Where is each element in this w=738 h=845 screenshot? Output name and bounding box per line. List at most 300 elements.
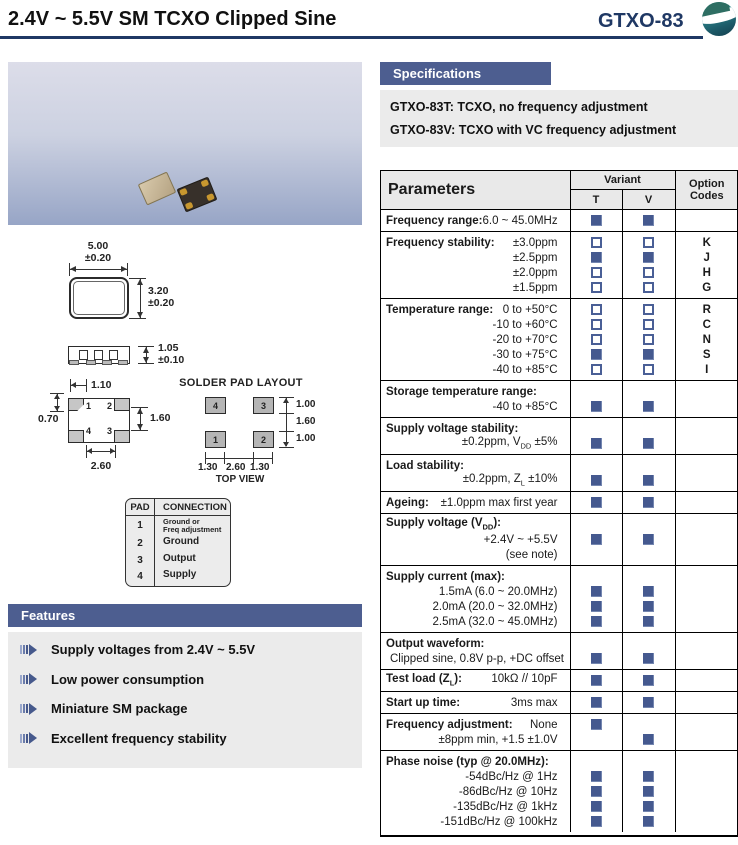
supply-current-option-code [675, 614, 738, 633]
frequency-adjustment-variant-v-cell [622, 732, 675, 751]
filled-marker-icon [643, 601, 654, 612]
supply-voltage-stability-option-code [675, 436, 738, 455]
supply-voltage-label: Supply voltage $(V_{DD})$: [386, 517, 502, 532]
supply-voltage-stability-value: ±0.2ppm, $V_{DD} \pm 5\%$ [461, 436, 558, 451]
feature-item [20, 672, 204, 687]
frequency-adjustment-label: Frequency adjustment: [386, 718, 513, 731]
supply-voltage-variant-v-cell [622, 532, 675, 547]
supply-voltage-stability-label: Supply voltage stability: [386, 422, 519, 435]
striped-arrow-icon [20, 703, 37, 715]
frequency-adjustment-text [380, 714, 570, 733]
output-waveform-variant-t-cell [570, 651, 622, 670]
frequency-stability-text [380, 232, 570, 251]
storage-temperature-range-variant-t-cell [570, 381, 622, 400]
filled-marker-icon [643, 616, 654, 627]
frequency-range-variant-v-cell [622, 210, 675, 232]
pad-connection: Supply [163, 569, 197, 580]
test-load-option-code [675, 670, 738, 692]
open-marker-icon [643, 267, 654, 278]
output-waveform-value: Clipped sine, 0.8V p-p, +DC offset [390, 652, 564, 665]
frequency-range-text [380, 210, 570, 232]
output-waveform-label: Output waveform: [386, 637, 485, 650]
temperature-range-text [380, 347, 570, 362]
supply-voltage-stability-option-code [675, 418, 738, 437]
open-marker-icon [591, 282, 602, 293]
frequency-stability-value: ±3.0ppm [512, 236, 558, 249]
frequency-stability-option-code: J [675, 250, 738, 265]
frequency-adjustment-variant-v-cell [622, 714, 675, 733]
pad-number: 3 [126, 553, 155, 570]
load-stability-variant-t-cell [570, 455, 622, 474]
output-waveform-variant-v-cell [622, 633, 675, 652]
load-stability-option-code [675, 455, 738, 474]
temperature-range-variant-v-cell [622, 362, 675, 381]
supply-voltage-stability-variant-t-cell [570, 418, 622, 437]
feature-item [20, 731, 227, 746]
output-waveform-variant-t-cell [570, 633, 622, 652]
load-stability-value: ±0.2ppm, $Z_L \pm 10\%$ [462, 473, 558, 488]
phase-noise-variant-t-cell [570, 799, 622, 814]
frequency-stability-variant-t-cell [570, 232, 622, 251]
pad-table-header: PAD CONNECTION [126, 499, 230, 516]
supply-current-text [380, 584, 570, 599]
pad-connection: Ground or Freq adjustment [163, 517, 222, 534]
start-up-time-variant-v-cell [622, 692, 675, 714]
phase-noise-variant-v-cell [622, 769, 675, 784]
storage-temperature-range-text [380, 399, 570, 418]
supply-current-text [380, 614, 570, 633]
supply-voltage-stability-text [380, 436, 570, 455]
frequency-stability-variant-t-cell [570, 250, 622, 265]
temperature-range-variant-v-cell [622, 317, 675, 332]
phase-noise-value: -86dBc/Hz @ 10Hz [458, 785, 558, 798]
filled-marker-icon [643, 586, 654, 597]
test-load-variant-v-cell [622, 670, 675, 692]
dim-spad-width-right: 1.30 [250, 462, 270, 473]
dim-spad-bottom-height: 1.00 [296, 433, 316, 444]
package-bottom-view-photo [177, 177, 218, 213]
package-outline-side-view [68, 346, 130, 364]
frequency-adjustment-variant-t-cell [570, 714, 622, 733]
storage-temperature-range-value: -40 to +85°C [492, 400, 558, 413]
filled-marker-icon [591, 675, 602, 686]
phase-noise-variant-t-cell [570, 769, 622, 784]
pad-connection: Output [163, 552, 196, 564]
phase-noise-value: -54dBc/Hz @ 1Hz [465, 770, 558, 783]
temperature-range-variant-t-cell [570, 332, 622, 347]
load-stability-label: Load stability: [386, 459, 464, 472]
feature-item [20, 642, 255, 657]
solder-pad-1: 1 [205, 431, 226, 448]
filled-marker-icon [643, 816, 654, 827]
filled-marker-icon [591, 653, 602, 664]
phase-noise-variant-t-cell [570, 784, 622, 799]
open-marker-icon [591, 319, 602, 330]
feature-text: Supply voltages from 2.4V ~ 5.5V [51, 642, 256, 657]
frequency-stability-value: ±2.5ppm [512, 251, 558, 264]
supply-voltage-option-code [675, 514, 738, 533]
frequency-stability-text [380, 265, 570, 280]
open-marker-icon [591, 364, 602, 375]
test-load-text [380, 670, 570, 692]
package-outline-top-view [69, 277, 129, 319]
pad-number: 2 [126, 536, 155, 553]
pad-connection-table [125, 498, 231, 587]
feature-text: Excellent frequency stability [51, 730, 227, 746]
frequency-stability-text [380, 250, 570, 265]
phase-noise-variant-t-cell [570, 751, 622, 770]
pad-table-row [126, 536, 230, 553]
mechanical-drawings [0, 230, 378, 604]
output-waveform-text [380, 651, 570, 670]
dim-spad-top-height: 1.00 [296, 399, 316, 410]
frequency-adjustment-value: None [530, 718, 558, 731]
dim-height: 3.20 ±0.20 [148, 285, 175, 309]
frequency-range-value: 6.0 ~ 45.0MHz [482, 214, 558, 227]
temperature-range-value: -10 to +60°C [492, 318, 558, 331]
solder-pad-2: 2 [253, 431, 274, 448]
ageing-text [380, 492, 570, 514]
temperature-range-option-code: I [675, 362, 738, 381]
striped-arrow-icon [20, 673, 37, 685]
supply-current-variant-t-cell [570, 599, 622, 614]
temperature-range-label: Temperature range: [386, 303, 494, 316]
filled-marker-icon [643, 497, 654, 508]
page-title: 2.4V ~ 5.5V SM TCXO Clipped Sine [8, 8, 337, 30]
filled-marker-icon [643, 734, 654, 745]
filled-marker-icon [591, 252, 602, 263]
filled-marker-icon [643, 675, 654, 686]
ageing-variant-t-cell [570, 492, 622, 514]
temperature-range-variant-t-cell [570, 317, 622, 332]
open-marker-icon [643, 237, 654, 248]
start-up-time-variant-t-cell [570, 692, 622, 714]
supply-voltage-variant-t-cell [570, 532, 622, 547]
supply-voltage-stability-variant-v-cell [622, 436, 675, 455]
output-waveform-variant-v-cell [622, 651, 675, 670]
filled-marker-icon [591, 497, 602, 508]
supply-current-option-code [675, 566, 738, 585]
dim-spad-pitch: 2.60 [226, 462, 246, 473]
filled-marker-icon [643, 438, 654, 449]
ageing-variant-v-cell [622, 492, 675, 514]
frequency-stability-label: Frequency stability: [386, 236, 495, 249]
frequency-adjustment-option-code [675, 714, 738, 733]
load-stability-variant-v-cell [622, 473, 675, 492]
phase-noise-variant-v-cell [622, 751, 675, 770]
load-stability-text [380, 455, 570, 474]
output-waveform-text [380, 633, 570, 652]
output-waveform-option-code [675, 633, 738, 652]
temperature-range-variant-v-cell [622, 299, 675, 318]
filled-marker-icon [591, 586, 602, 597]
frequency-range-option-code [675, 210, 738, 232]
filled-marker-icon [643, 252, 654, 263]
filled-marker-icon [591, 475, 602, 486]
pad-connection: Ground [163, 536, 200, 547]
temperature-range-variant-t-cell [570, 299, 622, 318]
filled-marker-icon [591, 719, 602, 730]
temperature-range-value: -20 to +70°C [492, 333, 558, 346]
phase-noise-text [380, 751, 570, 770]
frequency-stability-option-code: H [675, 265, 738, 280]
load-stability-variant-v-cell [622, 455, 675, 474]
filled-marker-icon [591, 401, 602, 412]
open-marker-icon [643, 282, 654, 293]
filled-marker-icon [643, 534, 654, 545]
features-panel [8, 632, 362, 768]
ageing-value: ±1.0ppm max first year [440, 496, 558, 509]
supply-voltage-variant-v-cell [622, 514, 675, 533]
phase-noise-text [380, 769, 570, 784]
package-outline-bottom-view [68, 398, 130, 443]
frequency-stability-variant-v-cell [622, 250, 675, 265]
filled-marker-icon [643, 801, 654, 812]
frequency-range-label: Frequency range: [386, 214, 483, 227]
company-globe-logo-icon [702, 2, 736, 36]
temperature-range-variant-t-cell [570, 362, 622, 381]
phase-noise-variant-v-cell [622, 799, 675, 814]
frequency-stability-option-code: K [675, 232, 738, 251]
filled-marker-icon [643, 653, 654, 664]
filled-marker-icon [591, 697, 602, 708]
supply-voltage-variant-t-cell [570, 547, 622, 566]
test-load-variant-t-cell [570, 670, 622, 692]
filled-marker-icon [591, 616, 602, 627]
open-marker-icon [643, 304, 654, 315]
temperature-range-text [380, 299, 570, 318]
supply-current-variant-t-cell [570, 614, 622, 633]
storage-temperature-range-variant-v-cell [622, 381, 675, 400]
phase-noise-variant-t-cell [570, 814, 622, 832]
supply-current-value: 1.5mA (6.0 ~ 20.0MHz) [438, 585, 558, 598]
phase-noise-variant-v-cell [622, 814, 675, 832]
filled-marker-icon [591, 438, 602, 449]
supply-current-variant-v-cell [622, 566, 675, 585]
test-load-label: Test load $(Z_L)$: [386, 673, 462, 688]
frequency-stability-variant-v-cell [622, 232, 675, 251]
dim-spad-width-left: 1.30 [198, 462, 218, 473]
ageing-option-code [675, 492, 738, 514]
filled-marker-icon [591, 801, 602, 812]
dim-pad-pitch-h: 2.60 [90, 460, 112, 472]
open-marker-icon [643, 319, 654, 330]
output-waveform-option-code [675, 651, 738, 670]
supply-voltage-text [380, 514, 570, 533]
temperature-range-value: -40 to +85°C [492, 363, 558, 376]
load-stability-text [380, 473, 570, 492]
filled-marker-icon [591, 771, 602, 782]
supply-voltage-stability-text [380, 418, 570, 437]
supply-voltage-value: (see note) [505, 548, 558, 561]
dim-width: 5.00 ±0.20 [84, 240, 112, 264]
load-stability-option-code [675, 473, 738, 492]
bottom-pad-2-label: 2 [107, 401, 113, 411]
supply-current-option-code [675, 599, 738, 614]
supply-voltage-option-code [675, 532, 738, 547]
storage-temperature-range-option-code [675, 381, 738, 400]
phase-noise-variant-v-cell [622, 784, 675, 799]
pad-table-row [126, 553, 230, 570]
phase-noise-option-code [675, 769, 738, 784]
variant-t-header: T [570, 190, 622, 210]
phase-noise-option-code [675, 814, 738, 832]
pad-table-row [126, 569, 230, 586]
open-marker-icon [591, 237, 602, 248]
filled-marker-icon [643, 349, 654, 360]
frequency-range-variant-t-cell [570, 210, 622, 232]
variant-header: Variant [570, 170, 675, 190]
filled-marker-icon [643, 401, 654, 412]
solder-pad-4: 4 [205, 397, 226, 414]
temperature-range-variant-t-cell [570, 347, 622, 362]
pad-number: 4 [126, 569, 155, 586]
pad-table-row [126, 516, 230, 536]
filled-marker-icon [591, 786, 602, 797]
supply-voltage-variant-t-cell [570, 514, 622, 533]
filled-marker-icon [591, 816, 602, 827]
striped-arrow-icon [20, 732, 37, 744]
bottom-pad-1-label: 1 [86, 401, 92, 411]
supply-current-text [380, 566, 570, 585]
phase-noise-text [380, 799, 570, 814]
supply-current-value: 2.5mA (32.0 ~ 45.0MHz) [432, 615, 558, 628]
frequency-stability-option-code: G [675, 280, 738, 299]
frequency-stability-value: ±2.0ppm [512, 266, 558, 279]
supply-voltage-variant-v-cell [622, 547, 675, 566]
solder-pad-layout-title: SOLDER PAD LAYOUT [179, 377, 303, 389]
phase-noise-text [380, 784, 570, 799]
supply-voltage-stability-variant-t-cell [570, 436, 622, 455]
filled-marker-icon [643, 475, 654, 486]
start-up-time-option-code [675, 692, 738, 714]
option-codes-header: Option Codes [675, 170, 738, 210]
specifications-panel [380, 90, 738, 147]
supply-current-variant-t-cell [570, 566, 622, 585]
dim-pad-offset: 1.10 [91, 379, 112, 391]
storage-temperature-range-label: Storage temperature range: [386, 385, 537, 398]
parameters-table [380, 170, 738, 832]
phase-noise-value: -135dBc/Hz @ 1kHz [453, 800, 558, 813]
parameters-header: Parameters [380, 170, 570, 210]
filled-marker-icon [591, 349, 602, 360]
phase-noise-label: Phase noise (typ @ 20.0MHz): [386, 755, 549, 768]
striped-arrow-icon [20, 644, 37, 656]
supply-current-label: Supply current (max): [386, 570, 505, 583]
supply-current-variant-t-cell [570, 584, 622, 599]
start-up-time-label: Start up time: [386, 696, 461, 709]
phase-noise-option-code [675, 784, 738, 799]
supply-current-variant-v-cell [622, 584, 675, 599]
storage-temperature-range-text [380, 381, 570, 400]
filled-marker-icon [643, 697, 654, 708]
frequency-stability-variant-t-cell [570, 280, 622, 299]
filled-marker-icon [643, 771, 654, 782]
temperature-range-option-code: S [675, 347, 738, 362]
temperature-range-text [380, 332, 570, 347]
ageing-label: Ageing: [386, 496, 429, 509]
temperature-range-text [380, 362, 570, 381]
phase-noise-value: -151dBc/Hz @ 100kHz [440, 815, 558, 828]
filled-marker-icon [591, 601, 602, 612]
frequency-stability-variant-t-cell [570, 265, 622, 280]
product-photo [8, 62, 362, 225]
dim-edge-offset: 0.70 [38, 413, 59, 425]
supply-current-variant-v-cell [622, 599, 675, 614]
start-up-time-text [380, 692, 570, 714]
product-code: GTXO-83 [598, 10, 684, 32]
storage-temperature-range-variant-v-cell [622, 399, 675, 418]
temperature-range-text [380, 317, 570, 332]
temperature-range-option-code: C [675, 317, 738, 332]
filled-marker-icon [591, 215, 602, 226]
test-load-value: 10kΩ // 10pF [491, 673, 558, 686]
frequency-stability-text [380, 280, 570, 299]
supply-voltage-text [380, 547, 570, 566]
phase-noise-option-code [675, 751, 738, 770]
model-line-v: GTXO-83V: TCXO with VC frequency adjustment [390, 123, 677, 137]
supply-voltage-text [380, 532, 570, 547]
supply-voltage-option-code [675, 547, 738, 566]
dim-thickness: 1.05 ±0.10 [158, 342, 185, 366]
supply-voltage-value: +2.4V ~ +5.5V [483, 533, 558, 546]
phase-noise-text [380, 814, 570, 832]
solder-pad-3: 3 [253, 397, 274, 414]
temperature-range-value: -30 to +75°C [492, 348, 558, 361]
variant-v-header: V [622, 190, 675, 210]
features-heading: Features [8, 604, 362, 627]
filled-marker-icon [591, 534, 602, 545]
load-stability-variant-t-cell [570, 473, 622, 492]
supply-current-value: 2.0mA (20.0 ~ 32.0MHz) [432, 600, 558, 613]
frequency-adjustment-variant-t-cell [570, 732, 622, 751]
supply-current-variant-v-cell [622, 614, 675, 633]
frequency-stability-value: ±1.5ppm [512, 281, 558, 294]
frequency-adjustment-option-code [675, 732, 738, 751]
header-divider [0, 36, 703, 39]
bottom-pad-4-label: 4 [86, 426, 92, 436]
feature-text: Low power consumption [51, 671, 205, 687]
model-line-t: GTXO-83T: TCXO, no frequency adjustment [390, 100, 648, 114]
filled-marker-icon [643, 786, 654, 797]
specifications-heading: Specifications [380, 62, 551, 85]
start-up-time-value: 3ms max [510, 696, 558, 709]
bottom-pad-3-label: 3 [107, 426, 113, 436]
dim-spad-gap: 1.60 [296, 416, 316, 427]
supply-voltage-stability-variant-v-cell [622, 418, 675, 437]
temperature-range-variant-v-cell [622, 332, 675, 347]
open-marker-icon [591, 334, 602, 345]
dim-pad-pitch-v: 1.60 [150, 412, 171, 424]
storage-temperature-range-variant-t-cell [570, 399, 622, 418]
open-marker-icon [591, 304, 602, 315]
solder-pad-caption: TOP VIEW [215, 474, 265, 485]
temperature-range-value: 0 to +50°C [502, 303, 558, 316]
supply-current-text [380, 599, 570, 614]
open-marker-icon [643, 364, 654, 375]
frequency-stability-variant-v-cell [622, 265, 675, 280]
package-top-view-photo [138, 171, 177, 205]
storage-temperature-range-option-code [675, 399, 738, 418]
supply-current-option-code [675, 584, 738, 599]
frequency-stability-variant-v-cell [622, 280, 675, 299]
feature-item [20, 701, 188, 716]
open-marker-icon [591, 267, 602, 278]
temperature-range-option-code: R [675, 299, 738, 318]
feature-text: Miniature SM package [51, 701, 188, 716]
pad-number: 1 [126, 516, 155, 536]
frequency-adjustment-text [380, 732, 570, 751]
